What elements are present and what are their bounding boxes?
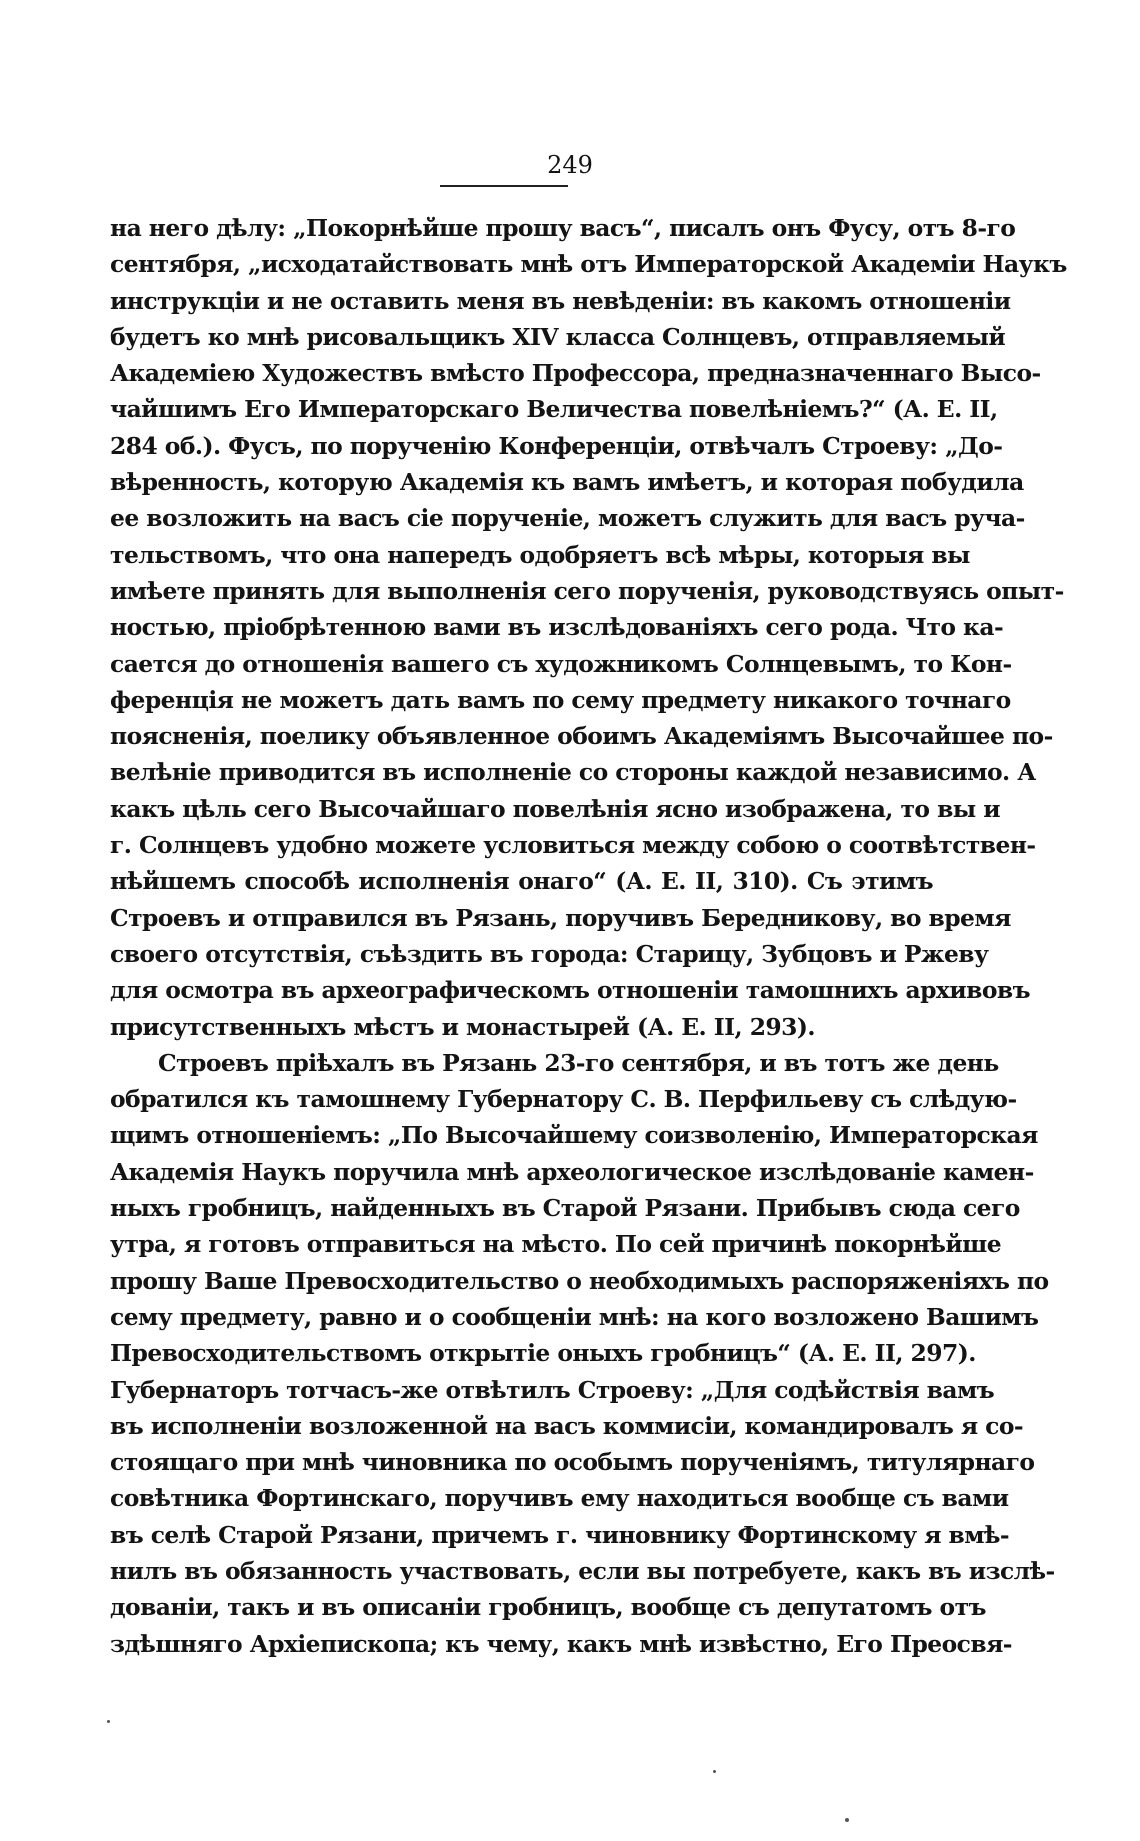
text-line: чайшимъ Его Императорскаго Величества повелѣніемъ?“ (А. Е. II, [110, 395, 998, 424]
text-line: Строевъ и отправился въ Рязань, поручивъ Бередникову, во время [110, 903, 1011, 932]
text-line: сему предмету, равно и о сообщеніи мнѣ: на кого возложено Вашимъ [110, 1302, 1039, 1331]
text-line: нилъ въ обязанность участвовать, если вы потребуете, какъ въ изслѣ- [110, 1556, 1055, 1585]
text-line: обратился къ тамошнему Губернатору С. В. Перфильеву съ слѣдую- [110, 1085, 1017, 1114]
text-line: въ исполненіи возложенной на васъ коммисіи, командировалъ я со- [110, 1411, 1024, 1440]
text-line: въ селѣ Старой Рязани, причемъ г. чиновнику Фортинскому я вмѣ- [110, 1520, 1010, 1549]
text-line: будетъ ко мнѣ рисовальщикъ XIV класса Солнцевъ, отправляемый [110, 322, 1006, 351]
text-line: имѣете принять для выполненія сего порученія, руководствуясь опыт- [110, 576, 1064, 605]
text-line: ныхъ гробницъ, найденныхъ въ Старой Рязани. Прибывъ сюда сего [110, 1194, 1020, 1223]
text-line: сается до отношенія вашего съ художникомъ Солнцевымъ, то Кон- [110, 649, 1012, 678]
body-text [110, 210, 1067, 1662]
text-line: поясненія, поелику объявленное обоимъ Академіямъ Высочайшее по- [110, 722, 1053, 751]
text-line: Губернаторъ тотчасъ-же отвѣтилъ Строеву: „Для содѣйствія вамъ [110, 1375, 995, 1404]
text-line: стоящаго при мнѣ чиновника по особымъ порученіямъ, титулярнаго [110, 1448, 1035, 1477]
text-line: ференція не можетъ дать вамъ по сему предмету никакого точнаго [110, 685, 1011, 714]
text-line: Строевъ пріѣхалъ въ Рязань 23-го сентября, и въ тотъ же день [158, 1048, 999, 1077]
text-line: вѣренность, которую Академія къ вамъ имѣетъ, и которая побудила [110, 468, 1024, 497]
text-line: нѣйшемъ способѣ исполненія онаго“ (А. Е. II, 310). Съ этимъ [110, 867, 933, 896]
text-line: ностью, пріобрѣтенною вами въ изслѣдованіяхъ сего рода. Что ка- [110, 613, 1004, 642]
text-line: прошу Ваше Превосходительство о необходимыхъ распоряженіяхъ по [110, 1266, 1049, 1295]
text-line: на него дѣлу: „Покорнѣйше прошу васъ“, писалъ онъ Фусу, отъ 8-го [110, 214, 1016, 242]
scan-speck [713, 1770, 716, 1773]
text-line: присутственныхъ мѣстъ и монастырей (А. Е. II, 293). [110, 1012, 815, 1041]
text-line: какъ цѣль сего Высочайшаго повелѣнія ясно изображена, то вы и [110, 794, 1001, 823]
text-line: совѣтника Фортинскаго, поручивъ ему находиться вообще съ вами [110, 1484, 1009, 1513]
text-line: тельствомъ, что она напередъ одобряетъ всѣ мѣры, которыя вы [110, 540, 970, 569]
text-line: 284 об.). Фусъ, по порученію Конференціи, отвѣчалъ Строеву: „До- [110, 431, 1003, 460]
text-line: щимъ отношеніемъ: „По Высочайшему соизволенію, Императорская [110, 1121, 1038, 1150]
text-line: сентября, „исходатайствовать мнѣ отъ Императорской Академіи Наукъ [110, 250, 1067, 279]
text-line: утра, я готовъ отправиться на мѣсто. По сей причинѣ покорнѣйше [110, 1230, 1002, 1259]
text-line: Академіею Художествъ вмѣсто Профессора, предназначеннаго Высо- [110, 359, 1041, 388]
text-line: своего отсутствія, съѣздить въ города: Старицу, Зубцовъ и Ржеву [110, 939, 989, 968]
text-line: г. Солнцевъ удобно можете условиться между собою о соотвѣтствен- [110, 831, 1036, 860]
text-line: дованіи, такъ и въ описаніи гробницъ, вообще съ депутатомъ отъ [110, 1593, 986, 1622]
text-line: Академія Наукъ поручила мнѣ археологическое изслѣдованіе камен- [110, 1157, 1034, 1186]
text-line: здѣшняго Архіепископа; къ чему, какъ мнѣ извѣстно, Его Преосвя- [110, 1629, 1012, 1658]
text-line: Превосходительствомъ открытіе оныхъ гробницъ“ (А. Е. II, 297). [110, 1339, 976, 1368]
text-line: инструкціи и не оставить меня въ невѣденіи: въ какомъ отношеніи [110, 286, 1011, 315]
text-line: ее возложить на васъ сіе порученіе, можетъ служить для васъ руча- [110, 504, 1025, 533]
header-rule [440, 185, 568, 187]
text-line: для осмотра въ археографическомъ отношеніи тамошнихъ архивовъ [110, 976, 1030, 1005]
page-number: 249 [547, 151, 593, 179]
text-line: велѣніе приводится въ исполненіе со стороны каждой независимо. А [110, 758, 1036, 787]
scan-speck [107, 1720, 110, 1723]
scan-speck [845, 1818, 849, 1822]
